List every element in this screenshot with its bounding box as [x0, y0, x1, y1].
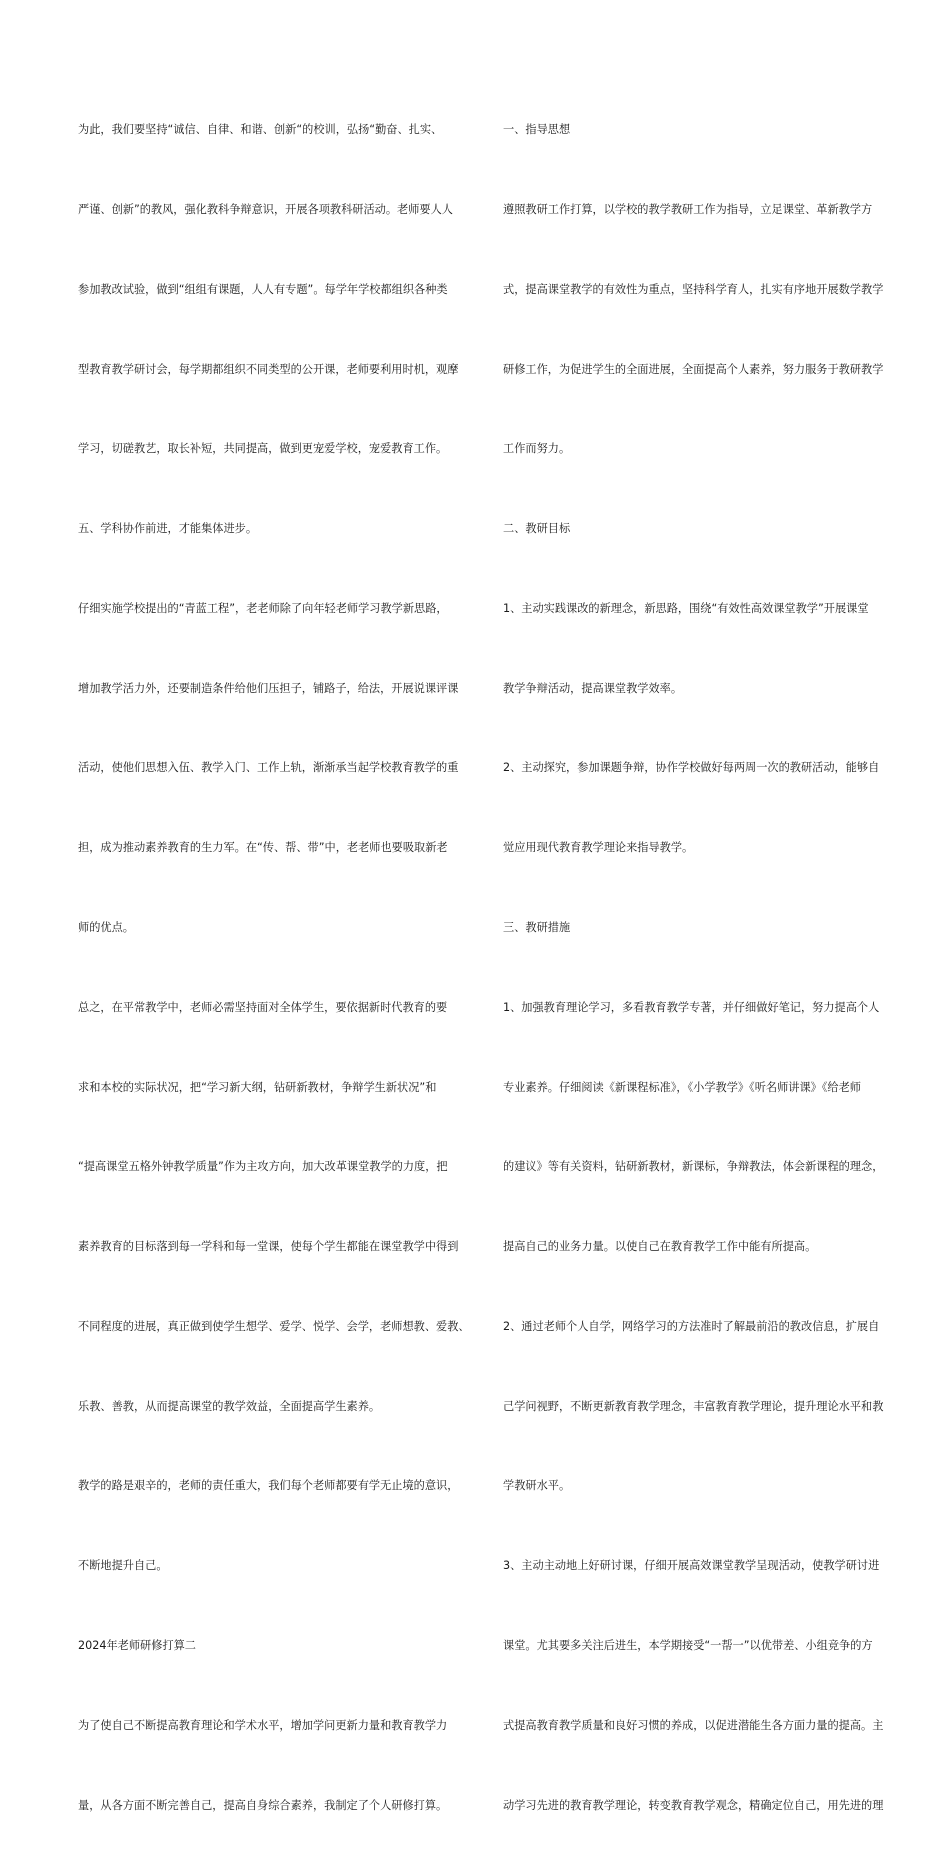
text-line: 工作而努力。 — [503, 442, 571, 456]
text-line: 参加教改试验，做到“组组有课题，人人有专题”。每学年学校都组织各种类 — [78, 282, 448, 296]
text-line: 增加教学活力外，还要制造条件给他们压担子，铺路子，给法，开展说课评课 — [78, 681, 459, 695]
text-line: 动学习先进的教育教学理论，转变教育教学观念，精确定位自己，用先进的理 — [503, 1798, 884, 1812]
text-line: 的建议》等有关资料，钻研新教材，新课标，争辩教法，体会新课程的理念， — [503, 1160, 884, 1174]
section-heading: 五、学科协作前进，才能集体进步。 — [78, 522, 258, 536]
text-line: 师的优点。 — [78, 921, 134, 934]
text-line: 研修工作，为促进学生的全面进展，全面提高个人素养，努力服务于教研教学 — [503, 362, 884, 376]
text-line: 量，从各方面不断完善自己，提高自身综合素养，我制定了个人研修打算。 — [78, 1798, 448, 1812]
text-line: 觉应用现代教育教学理论来指导教学。 — [503, 841, 694, 855]
text-line: 3、主动主动地上好研讨课，仔细开展高效课堂教学呈现活动，使教学研讨进 — [503, 1559, 880, 1573]
text-line: 求和本校的实际状况，把“学习新大纲，钻研新教材，争辩学生新状况”和 — [78, 1080, 437, 1094]
left-text-column — [78, 64, 470, 1872]
text-line: 1、主动实践课改的新理念，新思路，围绕“有效性高效课堂教学”开展课堂 — [503, 601, 869, 615]
section-heading: 2024年老师研修打算二 — [78, 1639, 196, 1653]
text-line: 乐教、善教，从而提高课堂的教学效益，全面提高学生素养。 — [78, 1399, 381, 1413]
text-line: 遵照教研工作打算，以学校的教学教研工作为指导，立足课堂、革新教学方 — [503, 202, 873, 216]
text-line: 教学争辩活动，提高课堂教学效率。 — [503, 681, 683, 695]
text-line: 素养教育的目标落到每一学科和每一堂课，使每个学生都能在课堂教学中得到 — [78, 1240, 459, 1254]
text-line: 式提高教育教学质量和良好习惯的养成，以促进潜能生各方面力量的提高。主 — [503, 1718, 884, 1732]
text-line: 担，成为推动素养教育的生力军。在“传、帮、带”中，老老师也要吸取新老 — [78, 841, 448, 855]
right-column-body — [503, 64, 883, 1872]
section-heading: 二、教研目标 — [503, 522, 571, 536]
text-line: 型教育教学研讨会，每学期都组织不同类型的公开课，老师要利用时机，观摩 — [78, 362, 459, 376]
text-line: 不断地提升自己。 — [78, 1559, 168, 1573]
text-line: 教学的路是艰辛的，老师的责任重大，我们每个老师都要有学无止境的意识， — [78, 1479, 459, 1493]
text-line: 活动，使他们思想入伍、教学入门、工作上轨，渐渐承当起学校教育教学的重 — [78, 761, 459, 775]
text-line: “提高课堂五格外钟教学质量”作为主攻方向，加大改革课堂教学的力度，把 — [78, 1160, 448, 1174]
text-line: 2、通过老师个人自学，网络学习的方法准时了解最前沿的教改信息，扩展自 — [503, 1319, 880, 1333]
text-line: 2、主动探究，参加课题争辩，协作学校做好每两周一次的教研活动，能够自 — [503, 761, 880, 775]
section-heading: 一、指导思想 — [503, 123, 571, 137]
text-line: 专业素养。仔细阅读《新课程标准》，《小学教学》《听名师讲课》《给老师 — [503, 1080, 861, 1094]
text-line: 为此，我们要坚持“诚信、自律、和谐、创新“的校训，弘扬“勤奋、扎实、 — [78, 123, 443, 137]
text-line: 严谨、创新”的教风，强化教科争辩意识，开展各项教科研活动。老师要人人 — [78, 202, 453, 216]
section-heading: 三、教研措施 — [503, 921, 571, 934]
text-line: 1、加强教育理论学习，多看教育教学专著，并仔细做好笔记，努力提高个人 — [503, 1000, 880, 1014]
text-line: 提高自己的业务力量。以使自己在教育教学工作中能有所提高。 — [503, 1240, 817, 1254]
text-line: 总之，在平常教学中，老师必需坚持面对全体学生，要依据新时代教育的要 — [78, 1000, 448, 1014]
text-line: 课堂。尤其要多关注后进生，本学期接受“一帮一”以优带差、小组竞争的方 — [503, 1639, 873, 1653]
text-line: 己学问视野，不断更新教育教学理念，丰富教育教学理论，提升理论水平和教 — [503, 1399, 884, 1413]
text-line: 学教研水平。 — [503, 1479, 571, 1493]
text-line: 为了使自己不断提高教育理论和学术水平，增加学问更新力量和教育教学力 — [78, 1718, 448, 1732]
left-column-body — [78, 64, 470, 1872]
text-line: 学习，切磋教艺，取长补短，共同提高，做到更宠爱学校，宠爱教育工作。 — [78, 442, 448, 456]
right-text-column — [503, 64, 883, 1872]
text-line: 不同程度的进展，真正做到使学生想学、爱学、悦学、会学，老师想教、爱教、 — [78, 1319, 470, 1333]
text-line: 式，提高课堂教学的有效性为重点，坚持科学育人，扎实有序地开展数学教学 — [503, 282, 884, 296]
text-line: 仔细实施学校提出的“青蓝工程”，老老师除了向年轻老师学习教学新思路， — [78, 601, 448, 615]
